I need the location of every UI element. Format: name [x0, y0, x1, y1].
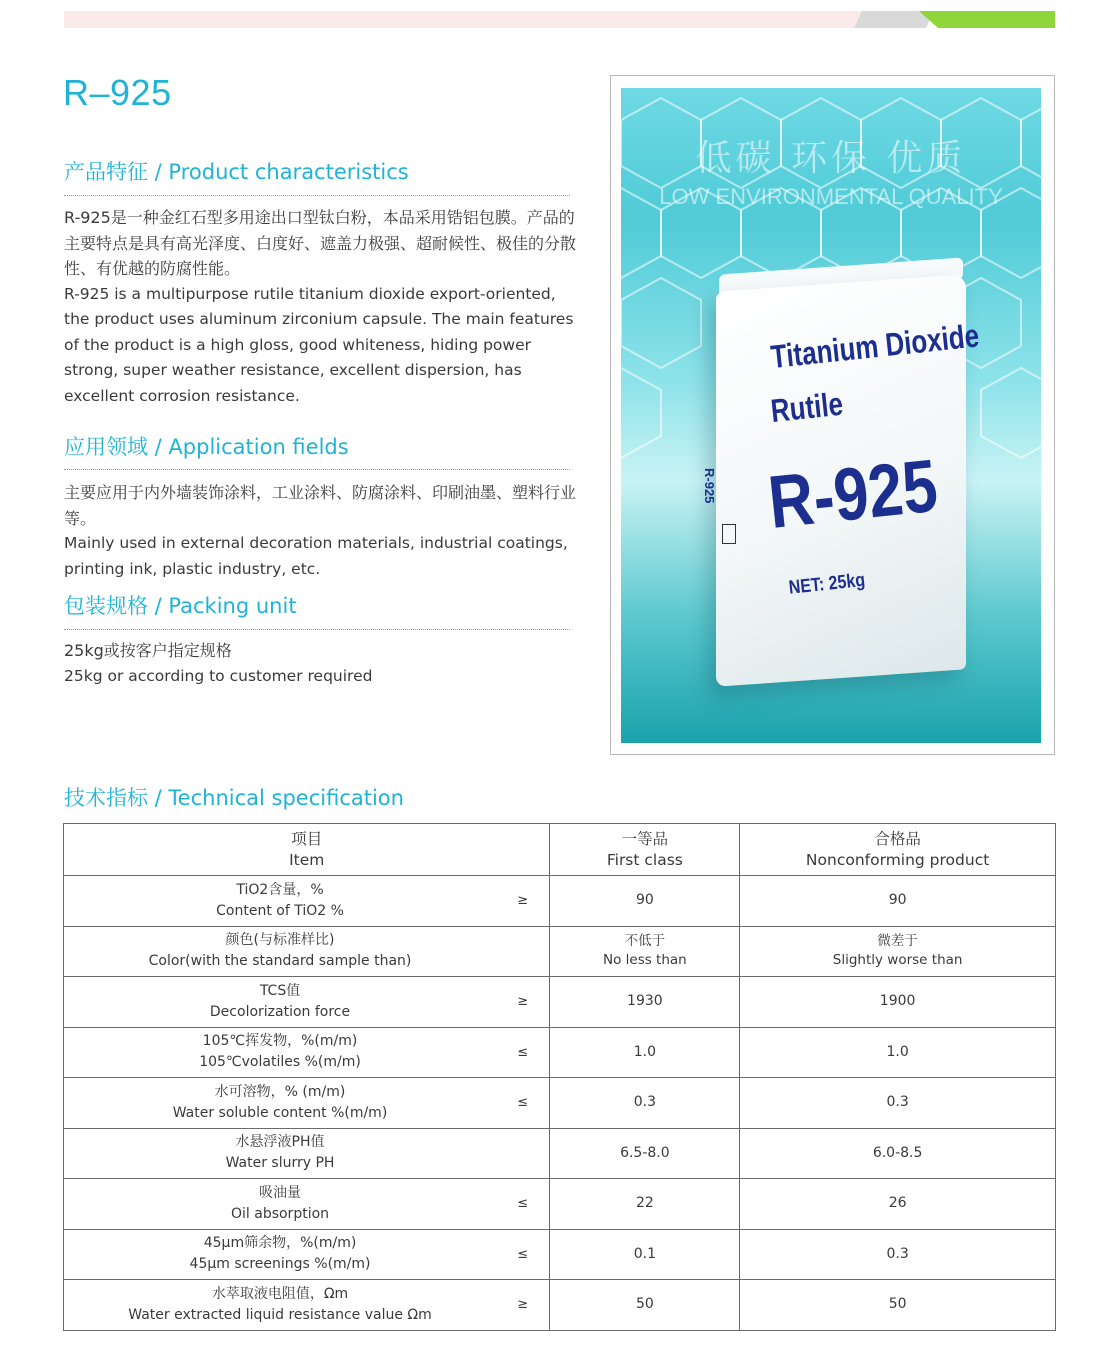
- header-item-en: Item: [289, 850, 325, 869]
- row-nonconforming: 50: [740, 1280, 1056, 1331]
- row-first-class: 0.3: [550, 1078, 740, 1129]
- header-nonconforming: [740, 824, 1056, 876]
- row-operator: ≤: [496, 1229, 550, 1280]
- row-item-en: Content of TiO2 %: [216, 902, 344, 919]
- divider: [64, 629, 570, 630]
- row-item-en: Oil absorption: [230, 1205, 330, 1222]
- slogan-english: LOW ENVIRONMENTAL QUALITY: [659, 184, 1003, 209]
- bag-net-weight: NET: 25kg: [787, 570, 867, 599]
- divider: [64, 195, 570, 196]
- row-operator: ≤: [496, 1078, 550, 1129]
- bag-model-label: R-925: [764, 444, 942, 545]
- slogan-chinese: 低碳 环保 优质: [695, 138, 967, 179]
- row-item-cn: TCS值: [259, 982, 301, 999]
- row-nonconforming: 0.3: [740, 1078, 1056, 1129]
- table-row: [64, 977, 1056, 1028]
- table-row: [64, 926, 1056, 977]
- row-item-cn: 吸油量: [259, 1184, 302, 1201]
- row-nonconforming: 0.3: [740, 1229, 1056, 1280]
- row-item-cn: 水可溶物，% (m/m): [214, 1083, 346, 1100]
- row-item-en: Water extracted liquid resistance value Ωm: [128, 1306, 432, 1323]
- table-row: [64, 1229, 1056, 1280]
- header-first-class: [550, 824, 740, 876]
- table-row: [64, 1179, 1056, 1230]
- row-item: [64, 1078, 497, 1129]
- row-operator: [496, 1128, 550, 1179]
- row-item-en: Decolorization force: [209, 1003, 351, 1020]
- characteristics-en: R-925 is a multipurpose rutile titanium dioxide export-oriented, the product uses aluminum zirconium capsule. The main features of the product is a high gloss, good whiteness, hiding power strong, super weather resistance, excellent dispersion, has excellent corrosion resistance.: [64, 284, 574, 405]
- row-operator: ≥: [496, 977, 550, 1028]
- top-bar-pink-segment: [64, 11, 864, 28]
- header-nonconforming-cn: 合格品: [874, 829, 921, 848]
- row-item-cn: 颜色(与标准样比): [225, 932, 335, 949]
- row-item-cn: 45μm筛余物，%(m/m): [203, 1235, 357, 1252]
- table-row: [64, 1128, 1056, 1179]
- row-nonconforming: 6.0-8.5: [740, 1128, 1056, 1179]
- row-item: [64, 1027, 497, 1078]
- row-item-en: 45μm screenings %(m/m): [189, 1256, 371, 1273]
- table-row: [64, 1027, 1056, 1078]
- characteristics-heading: 产品特征 / Product characteristics: [64, 160, 409, 184]
- table-row: [64, 1280, 1056, 1331]
- application-en: Mainly used in external decoration materials, industrial coatings, printing ink, plastic industry, etc.: [64, 534, 568, 578]
- table-row: [64, 876, 1056, 927]
- row-item-cn: TiO2含量，%: [236, 881, 324, 898]
- row-item-en: Water soluble content %(m/m): [172, 1104, 388, 1121]
- divider: [64, 469, 570, 470]
- row-item-en: 105℃volatiles %(m/m): [199, 1054, 361, 1071]
- row-nonconforming: 1.0: [740, 1027, 1056, 1078]
- row-item: [64, 876, 497, 927]
- spec-table: [63, 823, 1056, 1331]
- packing-cn: 25kg或按客户指定规格: [64, 641, 232, 660]
- header-item: [64, 824, 550, 876]
- row-operator: ≥: [496, 1280, 550, 1331]
- packing-text: [64, 638, 584, 689]
- row-item-cn: 105℃挥发物，%(m/m): [202, 1033, 358, 1050]
- header-item-cn: 项目: [291, 829, 323, 848]
- header-first-class-cn: 一等品: [621, 829, 669, 848]
- bag-label-line2: Rutile: [768, 384, 845, 430]
- row-nonconforming: 90: [740, 876, 1056, 927]
- row-nonconforming-cn: 微差于: [877, 933, 918, 950]
- application-cn: 主要应用于内外墙装饰涂料，工业涂料、防腐涂料、印刷油墨、塑料行业等。: [64, 483, 577, 528]
- application-heading: 应用领域 / Application fields: [64, 435, 349, 459]
- row-item-cn: 水悬浮液PH值: [235, 1134, 325, 1151]
- row-nonconforming: 1900: [740, 977, 1056, 1028]
- product-photo-frame: [610, 75, 1055, 755]
- row-first-class: [550, 926, 740, 977]
- product-photo: [621, 88, 1041, 743]
- row-first-class: 22: [550, 1179, 740, 1230]
- umbrella-icon: [722, 524, 736, 544]
- row-first-class: 1.0: [550, 1027, 740, 1078]
- characteristics-cn: R-925是一种金红石型多用途出口型钛白粉，本品采用锆铝包膜。产品的主要特点是具有高光泽度、白度好、遮盖力极强、超耐候性、极佳的分散性、有优越的防腐性能。: [64, 208, 577, 278]
- row-first-class: 1930: [550, 977, 740, 1028]
- row-item: [64, 1179, 497, 1230]
- row-nonconforming-en: Slightly worse than: [832, 952, 963, 969]
- spec-header-row: [64, 824, 1056, 876]
- row-operator: [496, 926, 550, 977]
- application-text: [64, 480, 584, 582]
- characteristics-text: [64, 205, 584, 409]
- header-nonconforming-en: Nonconforming product: [805, 850, 990, 869]
- row-first-class: 50: [550, 1280, 740, 1331]
- header-first-class-en: First class: [606, 850, 683, 869]
- bag-side-label: R-925: [702, 468, 717, 504]
- row-nonconforming: [740, 926, 1056, 977]
- row-first-class: 6.5-8.0: [550, 1128, 740, 1179]
- row-first-class-en: No less than: [602, 952, 687, 969]
- row-item: [64, 926, 497, 977]
- row-item: [64, 1128, 497, 1179]
- row-operator: ≤: [496, 1179, 550, 1230]
- row-operator: ≤: [496, 1027, 550, 1078]
- row-item-en: Water slurry PH: [225, 1155, 335, 1172]
- row-first-class: 90: [550, 876, 740, 927]
- row-item: [64, 1229, 497, 1280]
- row-operator: ≥: [496, 876, 550, 927]
- row-item: [64, 977, 497, 1028]
- row-first-class: 0.1: [550, 1229, 740, 1280]
- spec-heading: 技术指标 / Technical specification: [64, 786, 404, 810]
- row-item-en: Color(with the standard sample than): [148, 953, 412, 970]
- row-nonconforming: 26: [740, 1179, 1056, 1230]
- row-first-class-cn: 不低于: [624, 933, 666, 950]
- table-row: [64, 1078, 1056, 1129]
- bag-label-line1: Titanium Dioxide: [768, 316, 981, 376]
- packing-en: 25kg or according to customer required: [64, 666, 373, 685]
- top-bar-green-segment: [919, 11, 1055, 28]
- row-item-cn: 水萃取液电阻值，Ωm: [211, 1285, 349, 1302]
- packing-heading: 包装规格 / Packing unit: [64, 594, 297, 618]
- product-title: R–925: [63, 72, 172, 113]
- row-item: [64, 1280, 497, 1331]
- top-decor-bar: [64, 11, 1055, 28]
